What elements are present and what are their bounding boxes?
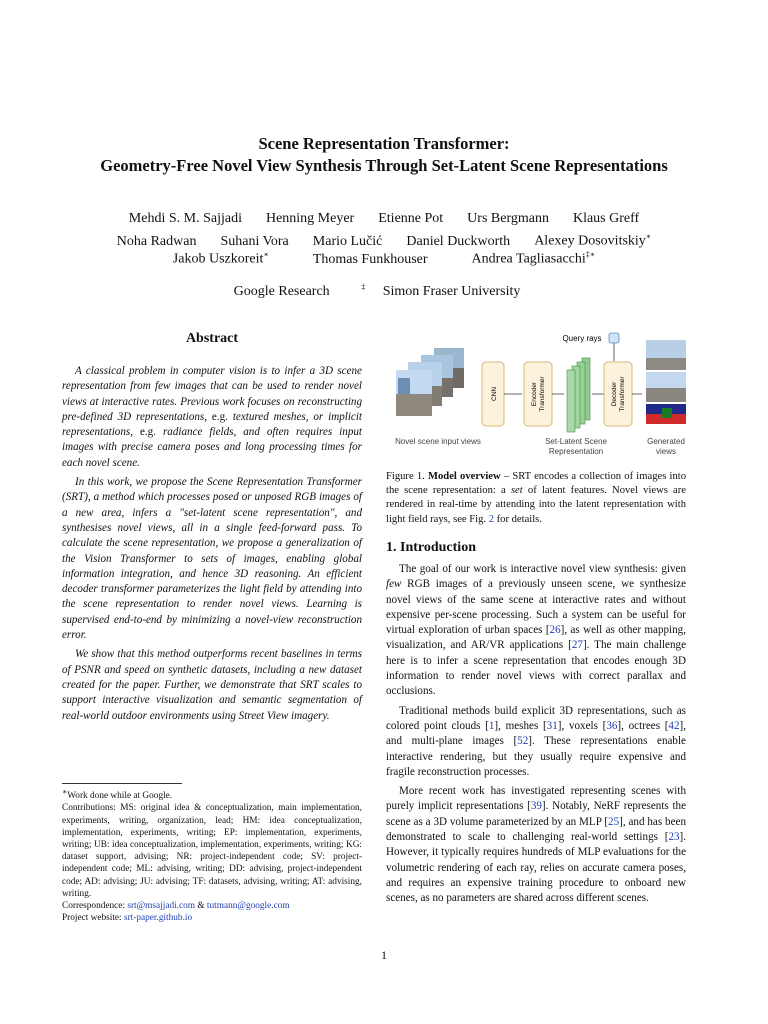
author: Etienne Pot [378,211,444,226]
introduction-heading: 1. Introduction [386,540,476,555]
generated-views-image [646,340,686,424]
author: Mario Lučić [312,233,383,249]
author: Alexey Dosovitskiy∗ [534,232,652,249]
citation-link[interactable]: 23 [668,831,680,844]
author: Daniel Duckworth [406,233,511,249]
abstract-paragraph: We show that this method outperforms recent baselines in terms of PSNR and speed on synthetic datasets, including a new dataset created for the paper. Further, we demonstrate that SRT scales to support interactive visualization and semantic segmentation of real-world outdoor environments using Street View imagery. [62,648,362,722]
project-website-link[interactable]: srt-paper.github.io [123,913,193,924]
query-rays-label: Query rays [562,334,602,343]
figure-1-caption: Figure 1. Model overview – SRT encodes a collection of images into the scene representation: a set of latent features. Novel views are rendered in real-time by attending into the latent representation with light field rays, see Fig. 2 for details. [386,471,686,525]
intro-paragraph: The goal of our work is interactive novel view synthesis: given few RGB images of a previously unseen scene, we synthesize novel views of the same scene at interactive rates and without expensive per-scene processing. Such a system can be useful for virtual exploration of urban spaces [26], as well as other mapping, visualization, and AR/VR applications [27]. The main challenge here is to infer a scene representation that encodes enough 3D information to render novel views with correct parallax and occlusions. [386,563,686,698]
email-link[interactable]: tutmann@google.com [206,900,290,911]
author-mark: ∗ [645,232,652,241]
page-number: 1 [381,948,387,962]
author: Mehdi S. M. Sajjadi [128,211,242,226]
citation-link[interactable]: 25 [608,815,620,828]
footnote-contributions: Contributions: MS: original idea & conceptualization, main implementation, experiments, writing, organization, lead; HM: idea conceptualization, implementation, experiments, writing; EP: implementation, experiments, writing; UB: idea conceptualization, implementation, experiments, writing; KG: dataset support, advising; NR: project-independent code; SV: project-independent code; ML: advising, writing; DD: advising, project-independent code; AD: advising; JU: advising; TF: datasets, advising, writing; AT: advising, writing. [62,803,362,899]
abstract-paragraph: A classical problem in computer vision is to infer a 3D scene representation from few images that can be used to render novel views at interactive rates. Previous work focuses on reconstructing pre-defined 3D representations, e.g. textured meshes, or implicit representations, e.g. radiance fields, and often requires input images with precise camera poses and long processing times for each novel scene. [62,365,363,469]
label-set-latent: Set-Latent Scene Representation [545,437,607,456]
footnote-rule [62,783,182,784]
citation-link[interactable]: 36 [606,719,618,732]
email-link[interactable]: srt@msajjadi.com [127,900,196,911]
footnote-work-done: ∗Work done while at Google. [62,787,173,802]
abstract-paragraph: In this work, we propose the Scene Representation Transformer (SRT), a method which processes posed or unposed RGB images of a new area, infers a "set-latent scene representation", and synthesises novel views, all in a single feed-forward pass. To calculate the scene representation, we propose a generalization of the Vision Transformer to sets of images, enabling global information integration, and hence 3D reasoning. An efficient decoder transformer parameterizes the light field by attending into the scene representation to render novel views. Learning is supervised end-to-end by minimizing a novel-view reconstruction error. [62,476,362,642]
citation-link[interactable]: 52 [517,735,529,748]
encoder-label-2: Transformer [539,376,546,412]
author: Klaus Greff [572,211,640,226]
author-mark: ∗ [263,250,269,259]
title-line-2: Geometry-Free Novel View Synthesis Through Set-Latent Scene Representations [100,156,668,175]
author: Henning Meyer [265,211,355,226]
input-views-image [396,348,464,416]
set-latent-representation [567,358,590,432]
author: Andrea Tagliasacchi‡∗ [471,250,596,267]
author-mark: ‡∗ [585,250,596,259]
affiliation-mark: ‡ [361,282,366,291]
figure-ref-link[interactable]: 2 [488,513,494,525]
decoder-box [604,362,632,426]
authors-row-3 [40,246,728,268]
author: Suhani Vora [220,233,289,249]
citation-link[interactable]: 31 [546,719,558,732]
paper-title [40,133,728,177]
decoder-label-1: Decoder [611,381,618,407]
title-line-1: Scene Representation Transformer: [258,134,510,153]
encoder-box [524,362,552,426]
introduction-body [386,562,686,911]
label-input-views: Novel scene input views [395,437,481,446]
intro-paragraph: More recent work has investigated representing scenes with purely implicit representations [39]. Notably, NeRF represents the scene as a 3D volume parameterized by an MLP [25], and has been demonstrated to scale to challenging real-world settings [23]. However, it typically requires hundreds of MLP evaluations for the volumetric rendering of each ray, relies on accurate camera poses, and requires an expensive training procedure to onboard new scenes, as no parameters are shared across different scenes. [386,785,686,905]
author: Urs Bergmann [467,211,549,226]
citation-link[interactable]: 1 [488,719,495,732]
abstract-body [62,364,362,728]
label-generated-views: Generated views [647,437,685,456]
author: Jakob Uszkoreit∗ [172,250,269,267]
encoder-label-1: Encoder [531,381,538,407]
affiliation: ‡ Simon Fraser University [361,282,521,299]
cnn-label: CNN [491,386,498,402]
affiliation: Google Research [233,283,330,299]
footnotes [62,786,362,924]
affiliations [40,282,728,300]
citation-link[interactable]: 39 [530,800,542,813]
authors-row-1 [40,210,728,227]
footnote-website: Project website: srt-paper.github.io [62,913,193,924]
query-rays-box [609,333,619,343]
citation-link[interactable]: 26 [549,624,561,637]
citation-link[interactable]: 42 [668,719,680,732]
footnote-correspondence: Correspondence: srt@msajjadi.com & tutmann@google.com [62,900,290,911]
intro-paragraph: Traditional methods build explicit 3D representations, such as colored point clouds [1], meshes [31], voxels [36], octrees [42], and multi-plane images [52]. These representations enable interactive rendering, but they usually require expensive and fragile reconstruction processes. [386,704,686,778]
decoder-label-2: Transformer [619,376,626,412]
author: Noha Radwan [116,233,197,249]
author: Thomas Funkhouser [312,251,428,267]
citation-link[interactable]: 27 [571,639,583,652]
abstract-heading: Abstract [185,331,239,346]
